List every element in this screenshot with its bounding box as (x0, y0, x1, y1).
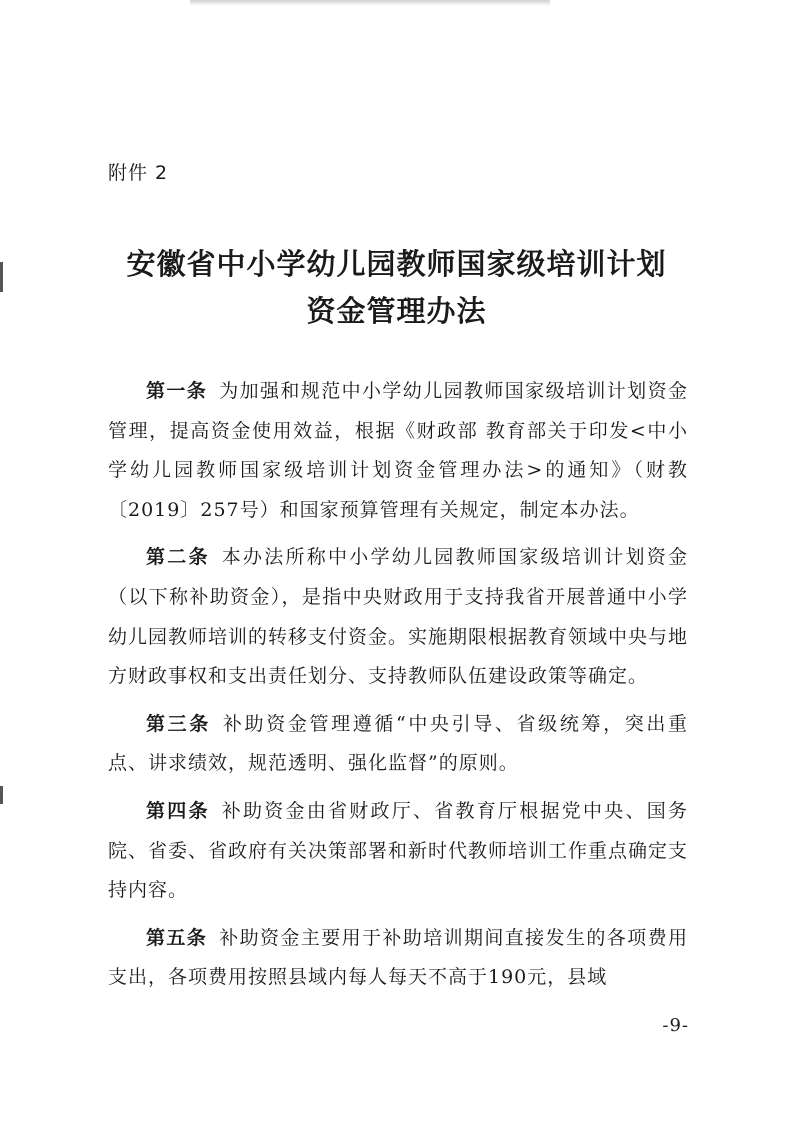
scan-shadow (190, 0, 550, 6)
article-heading: 第四条 (146, 799, 210, 822)
article-heading: 第一条 (146, 380, 208, 402)
page-number: -9- (662, 1015, 689, 1036)
article-heading: 第五条 (146, 926, 208, 949)
article-1 (108, 372, 688, 530)
article-text: 本办法所称中小学幼儿园教师国家级培训计划资金（以下称补助资金），是指中央财政用于支持我省开展普通中小学幼儿园教师培训的转移支付资金。实施期限根据教育领域中央与地方财政事权和支出责任划分、支持教师队伍建设政策等确定。 (108, 546, 689, 688)
article-4 (108, 792, 688, 911)
article-text: 补助资金由省财政厅、省教育厅根据党中央、国务院、省委、省政府有关决策部署和新时代教师培训工作重点确定支持内容。 (108, 799, 689, 902)
document-title-line-1: 安徽省中小学幼儿园教师国家级培训计划 (126, 247, 667, 281)
attachment-label: 附件 2 (108, 162, 169, 184)
article-2 (108, 538, 688, 696)
scan-edge-mark (0, 786, 3, 804)
document-title-line-2: 资金管理办法 (306, 294, 487, 328)
article-text: 补助资金主要用于补助培训期间直接发生的各项费用支出，各项费用按照县域内每人每天不高于190元，县域 (108, 926, 688, 989)
article-5 (108, 919, 688, 998)
article-text: 补助资金管理遵循“中央引导、省级统筹，突出重点、讲求绩效，规范透明、强化监督”的原则。 (108, 712, 688, 775)
article-heading: 第三条 (146, 712, 211, 735)
document-body (108, 372, 688, 1006)
article-3 (108, 705, 688, 784)
article-heading: 第二条 (146, 546, 210, 569)
article-text: 为加强和规范中小学幼儿园教师国家级培训计划资金管理，提高资金使用效益，根据《财政部 教育部关于印发<中小学幼儿园教师国家级培训计划资金管理办法>的通知》（财教〔2019〕257号）和国家预算管理有关规定，制定本办法。 (108, 380, 688, 521)
